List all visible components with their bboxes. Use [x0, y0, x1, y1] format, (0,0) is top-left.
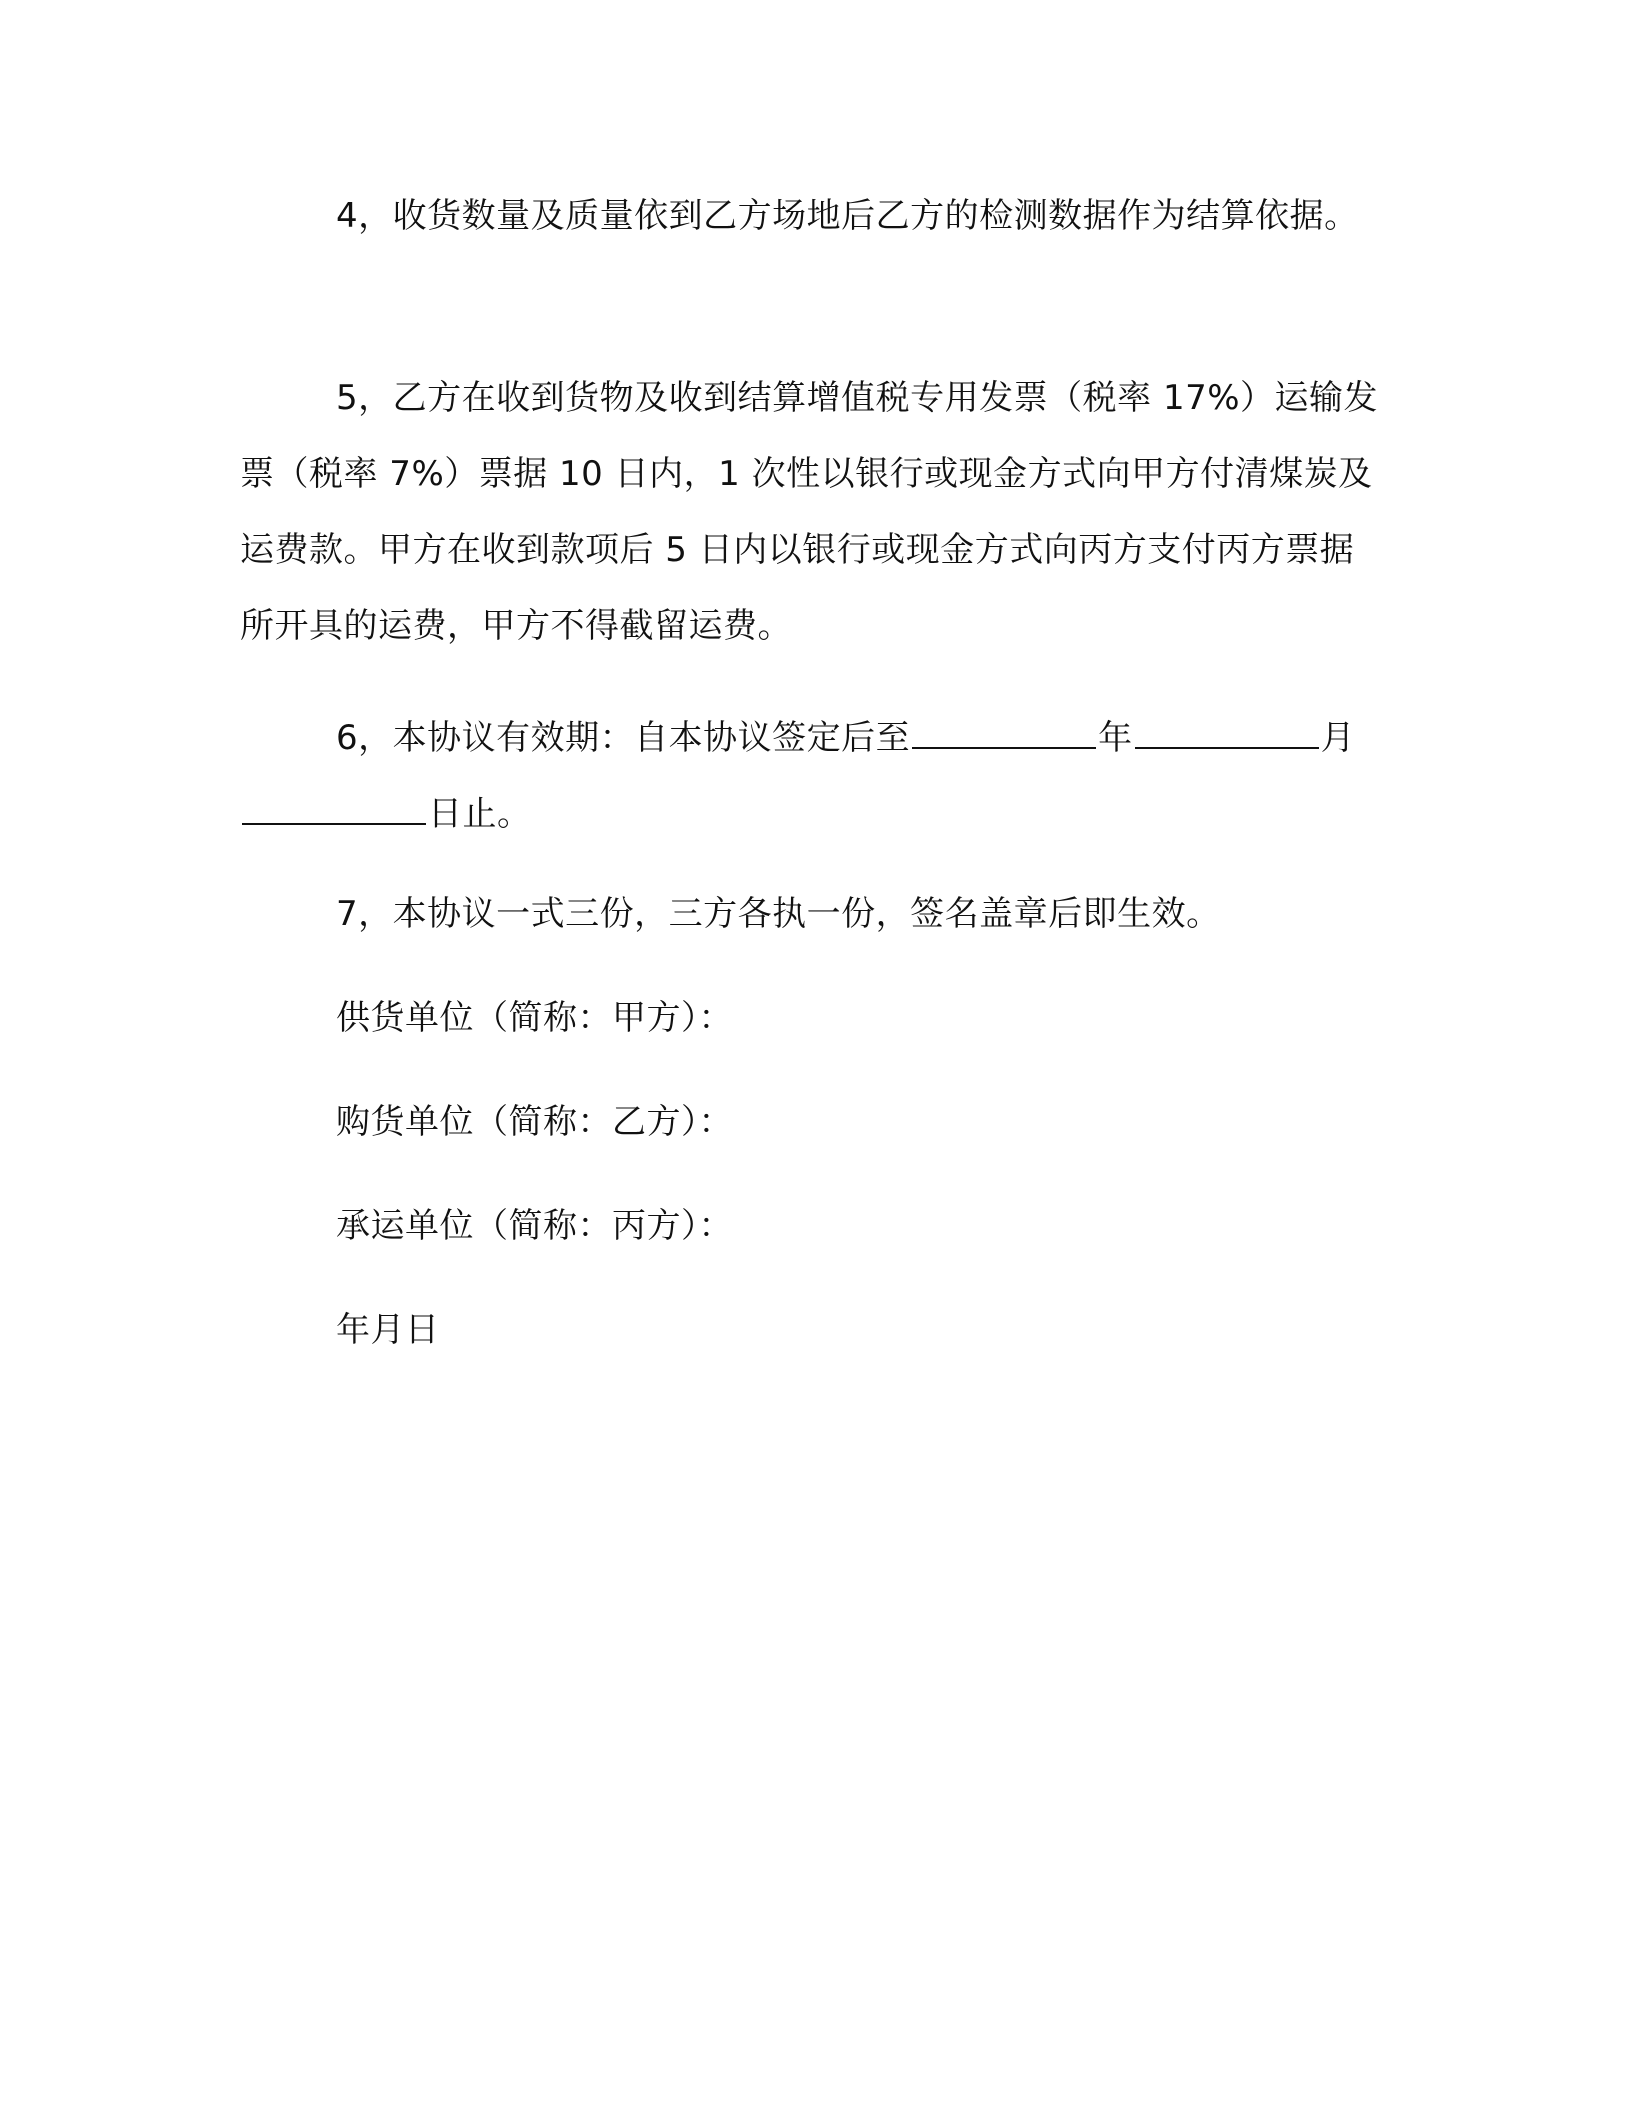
year-blank: [912, 717, 1096, 749]
day-blank: [242, 793, 426, 825]
clause-5: 5，乙方在收到货物及收到结算增值税专用发票（税率 17%）运输发票（税率 7%）票据 10 日内，1 次性以银行或现金方式向甲方付清煤炭及运费款。甲方在收到款项后 5 日内以银行或现金方式向丙方支付丙方票据所开具的运费，甲方不得截留运费。: [240, 378, 1379, 646]
clause-6: [240, 700, 1380, 852]
clause-6-suffix: 日止。: [428, 794, 532, 834]
month-label: 月: [1320, 718, 1356, 758]
clause-4: 4，收货数量及质量依到乙方场地后乙方的检测数据作为结算依据。: [336, 196, 1359, 236]
carrier-signature-line: 承运单位（简称：丙方）：: [336, 1206, 733, 1246]
clause-7: 7，本协议一式三份，三方各执一份，签名盖章后即生效。: [336, 894, 1221, 934]
clause-6-prefix: 6，本协议有效期：自本协议签定后至: [336, 718, 911, 758]
signing-date: 年月日: [336, 1310, 440, 1350]
month-blank: [1135, 717, 1319, 749]
buyer-signature-line: 购货单位（简称：乙方）：: [336, 1102, 733, 1142]
year-label: 年: [1098, 718, 1133, 758]
supplier-signature-line: 供货单位（简称：甲方）：: [336, 998, 733, 1038]
